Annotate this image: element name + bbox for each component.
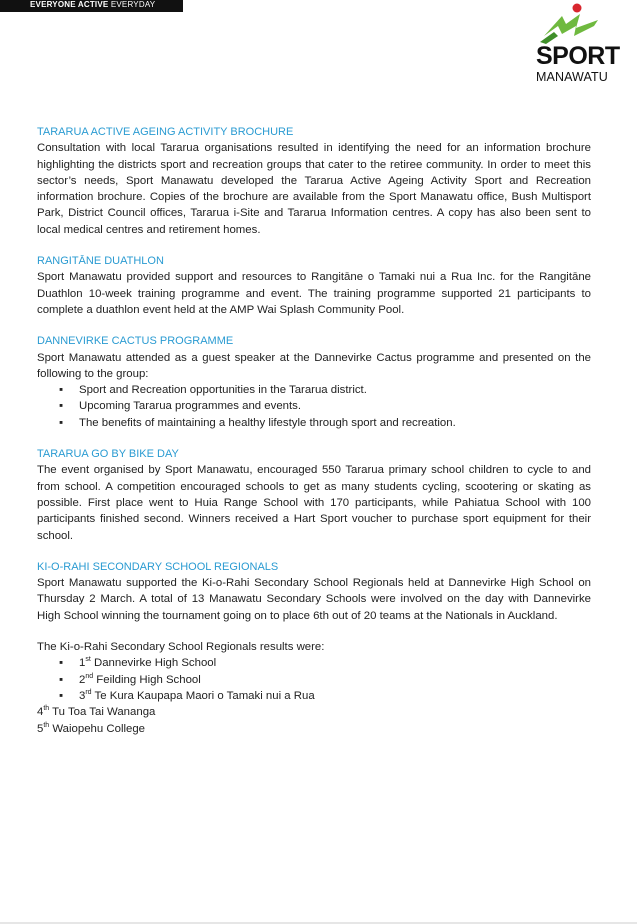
results-list (37, 655, 591, 704)
bullet-icon: ▪ (59, 400, 64, 413)
section-heading: KI-O-RAHI SECONDARY SCHOOL REGIONALS (37, 560, 279, 573)
list-item: ▪ Upcoming Tararua programmes and events. (37, 398, 591, 414)
bullet-list (37, 382, 591, 431)
logo-word-manawatu: MANAWATU (536, 70, 608, 84)
bullet-icon: ▪ (59, 657, 64, 670)
section-cactus (37, 333, 591, 431)
section-duathlon (37, 253, 591, 318)
list-item: ▪ Sport and Recreation opportunities in the Tararua district. (37, 382, 591, 398)
section-heading: DANNEVIRKE CACTUS PROGRAMME (37, 335, 234, 348)
result-line: 5th Waiopehu College (37, 721, 146, 735)
logo-word-sport: SPORT (536, 42, 620, 70)
tagline-light: EVERYDAY (110, 0, 156, 9)
results-block (37, 639, 591, 737)
section-body: Sport Manawatu provided support and resources to Rangitāne o Tamaki nui a Rua Inc. for the Rangitāne Duathlon 10-week training programme and event. The training programme supported 21 participants to complete a duathlon event held at the AMP Wai Splash Community Pool. (37, 271, 591, 316)
results-intro: The Ki-o-Rahi Secondary School Regionals results were: (37, 641, 325, 654)
section-active-ageing (37, 124, 591, 238)
section-body: Sport Manawatu supported the Ki-o-Rahi Secondary School Regionals held at Dannevirke High School on Thursday 2 March. A total of 13 Manawatu Secondary Schools were involved on the day with Dannevirke High School winning the tournament going on to place 6th out of 20 teams at the Nationals in Auckland. (37, 577, 591, 622)
section-body: Sport Manawatu attended as a guest speaker at the Dannevirke Cactus programme and presented on the following to the group: (37, 351, 591, 380)
runner-logo-icon (536, 2, 606, 46)
result-line: 4th Tu Toa Tai Wananga (37, 705, 156, 719)
list-item: ▪ 2nd Feilding High School (37, 672, 591, 688)
section-go-by-bike (37, 446, 591, 544)
list-item: ▪ 1st Dannevirke High School (37, 655, 591, 671)
tagline-bold: EVERYONE ACTIVE (30, 0, 109, 9)
bullet-icon: ▪ (59, 689, 64, 702)
section-heading: RANGITĀNE DUATHLON (37, 255, 164, 268)
document-body (37, 124, 591, 737)
section-heading: TARARUA GO BY BIKE DAY (37, 448, 179, 461)
tagline-bar (0, 0, 183, 12)
bullet-icon: ▪ (59, 673, 64, 686)
list-item: ▪ The benefits of maintaining a healthy lifestyle through sport and recreation. (37, 415, 591, 431)
bullet-icon: ▪ (59, 384, 64, 397)
list-item: ▪ 3rd Te Kura Kaupapa Maori o Tamaki nui a Rua (37, 688, 591, 704)
bullet-icon: ▪ (59, 416, 64, 429)
sport-manawatu-logo (528, 0, 628, 90)
section-heading: TARARUA ACTIVE AGEING ACTIVITY BROCHURE (37, 126, 294, 138)
section-ki-o-rahi (37, 559, 591, 624)
section-body: Consultation with local Tararua organisations resulted in identifying the need for an information brochure highlighting the districts sport and recreation groups that cater to the retiree community. In order to meet this sector’s needs, Sport Manawatu developed the Tararua Active Ageing Activity Sport and Recreation information brochure. Copies of the brochure are available from the Sport Manawatu office, Bush Multisport Park, District Council offices, Tararua i-Site and Tararua Information centres. A copy has also been sent to local medical centres and retirement homes. (37, 142, 591, 236)
section-body: The event organised by Sport Manawatu, encouraged 550 Tararua primary school children to cycle to and from school. A competition encouraged schools to get as many students cycling, scootering or skating as possible. First place went to Huia Range School with 170 participants, while Pahiatua School with 100 participants finished second. Winners received a Hart Sport voucher to purchase sport equipment for their school. (37, 464, 591, 542)
